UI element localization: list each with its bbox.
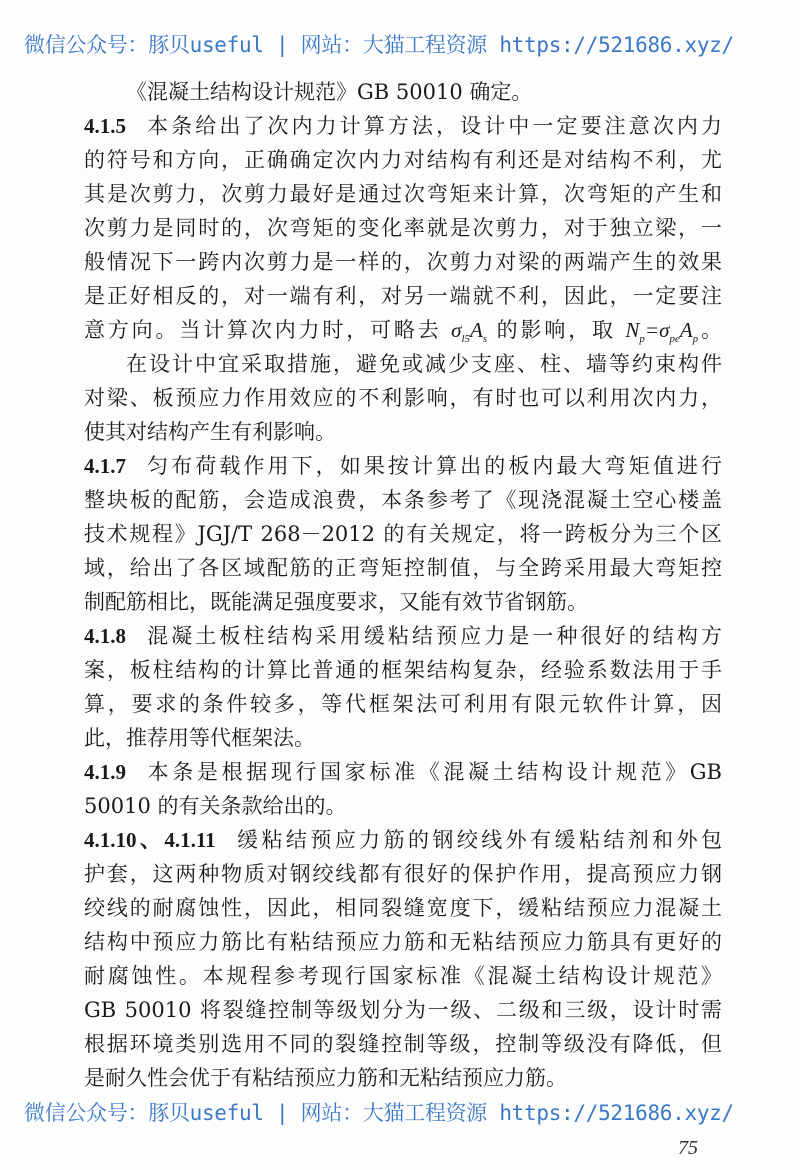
- text-line: [84, 585, 722, 619]
- text-line: [84, 993, 722, 1027]
- section-heading-line: [84, 619, 722, 653]
- formula-text-middle: 的影响，取: [487, 318, 626, 342]
- section-heading-line: [84, 109, 722, 143]
- section-number: 4.1.9: [84, 760, 126, 784]
- text-line: [84, 313, 722, 347]
- text-line: [84, 687, 722, 721]
- line-text: 混凝土板柱结构采用缓粘结预应力是一种很好的结构方: [144, 624, 722, 648]
- text-line: [84, 245, 722, 279]
- text-line: [84, 1027, 722, 1061]
- line-text: 制配筋相比，既能满足强度要求，又能有效节省钢筋。: [84, 590, 588, 614]
- text-line: [84, 415, 722, 449]
- text-line: [84, 653, 722, 687]
- section-heading-line: [84, 755, 722, 789]
- line-text: 本条是根据现行国家标准《混凝土结构设计规范》GB: [144, 760, 722, 784]
- text-line: [84, 551, 722, 585]
- line-text: 缓粘结预应力筋的钢绞线外有缓粘结剂和外包: [233, 828, 723, 852]
- text-line: [84, 925, 722, 959]
- line-text: 护套，这两种物质对钢绞线都有很好的保护作用，提高预应力钢: [84, 862, 722, 886]
- formula-text-end: 。: [698, 318, 722, 342]
- section-number: 4.1.10、4.1.11: [84, 828, 216, 852]
- line-text: 耐腐蚀性。本规程参考现行国家标准《混凝土结构设计规范》: [84, 964, 722, 988]
- math-np: $N_p=\sigma_{pe}A_p$: [625, 318, 699, 346]
- line-text: 《混凝土结构设计规范》GB 50010 确定。: [126, 80, 533, 104]
- text-line: [84, 891, 722, 925]
- line-text: 在设计中宜采取措施，避免或减少支座、柱、墙等约束构件: [126, 352, 722, 376]
- text-line: [84, 347, 722, 381]
- section-heading-line: [84, 823, 722, 857]
- line-text: 对梁、板预应力作用效应的不利影响，有时也可以利用次内力，: [84, 386, 722, 410]
- line-text: 技术规程》JGJ/T 268－2012 的有关规定，将一跨板分为三个区: [84, 522, 722, 546]
- line-text: 其是次剪力，次剪力最好是通过次弯矩来计算，次弯矩的产生和: [84, 182, 722, 206]
- text-line: [84, 857, 722, 891]
- section-number: 4.1.7: [84, 454, 126, 478]
- page-number: 75: [678, 1137, 698, 1159]
- line-text: 匀布荷载作用下，如果按计算出的板内最大弯矩值进行: [144, 454, 722, 478]
- text-line: [84, 1061, 722, 1095]
- line-text: 是耐久性会优于有粘结预应力筋和无粘结预应力筋。: [84, 1066, 567, 1090]
- line-text: 此，推荐用等代框架法。: [84, 726, 315, 750]
- text-line: [84, 177, 722, 211]
- text-line: [84, 211, 722, 245]
- section-number: 4.1.5: [84, 114, 126, 138]
- text-line: [84, 721, 722, 755]
- text-line: [84, 143, 722, 177]
- line-text: 绞线的耐腐蚀性，因此，相同裂缝宽度下，缓粘结预应力混凝土: [84, 896, 722, 920]
- text-line: [84, 483, 722, 517]
- section-heading-line: [84, 449, 722, 483]
- watermark-top: 微信公众号：豚贝useful | 网站：大猫工程资源 https://521686.xyz/: [24, 33, 734, 57]
- line-text: GB 50010 将裂缝控制等级划分为一级、二级和三级，设计时需: [84, 998, 722, 1022]
- text-line: [84, 517, 722, 551]
- line-text: 结构中预应力筋比有粘结预应力筋和无粘结预应力筋具有更好的: [84, 930, 722, 954]
- line-text: 案，板柱结构的计算比普通的框架结构复杂，经验系数法用于手: [84, 658, 722, 682]
- line-text: 域，给出了各区域配筋的正弯矩控制值，与全跨采用最大弯矩控: [84, 556, 722, 580]
- line-text: 50010 的有关条款给出的。: [84, 794, 347, 818]
- text-line: [84, 959, 722, 993]
- line-text: 是正好相反的，对一端有利，对另一端就不利，因此，一定要注: [84, 284, 722, 308]
- formula-text-before: 意方向。当计算次内力时，可略去: [84, 318, 452, 342]
- line-text: 次剪力是同时的，次弯矩的变化率就是次剪力，对于独立梁，一: [84, 216, 722, 240]
- line-text: 根据环境类别选用不同的裂缝控制等级，控制等级没有降低，但: [84, 1032, 722, 1056]
- line-text: 的符号和方向，正确确定次内力对结构有利还是对结构不利，尤: [84, 148, 722, 172]
- document-body: [84, 75, 722, 1095]
- line-text: 使其对结构产生有利影响。: [84, 420, 336, 444]
- math-sigma: $\sigma_{l5}A_s$: [451, 318, 488, 346]
- line-text: 般情况下一跨内次剪力是一样的，次剪力对梁的两端产生的效果: [84, 250, 722, 274]
- line-text: 整块板的配筋，会造成浪费，本条参考了《现浇混凝土空心楼盖: [84, 488, 722, 512]
- text-line: [84, 789, 722, 823]
- line-text: 本条给出了次内力计算方法，设计中一定要注意次内力: [144, 114, 722, 138]
- text-line: [84, 279, 722, 313]
- watermark-bottom: 微信公众号：豚贝useful | 网站：大猫工程资源 https://521686.xyz/: [24, 1101, 734, 1125]
- section-number: 4.1.8: [84, 624, 126, 648]
- line-text: 算，要求的条件较多，等代框架法可利用有限元软件计算，因: [84, 692, 722, 716]
- text-line: [84, 75, 722, 109]
- text-line: [84, 381, 722, 415]
